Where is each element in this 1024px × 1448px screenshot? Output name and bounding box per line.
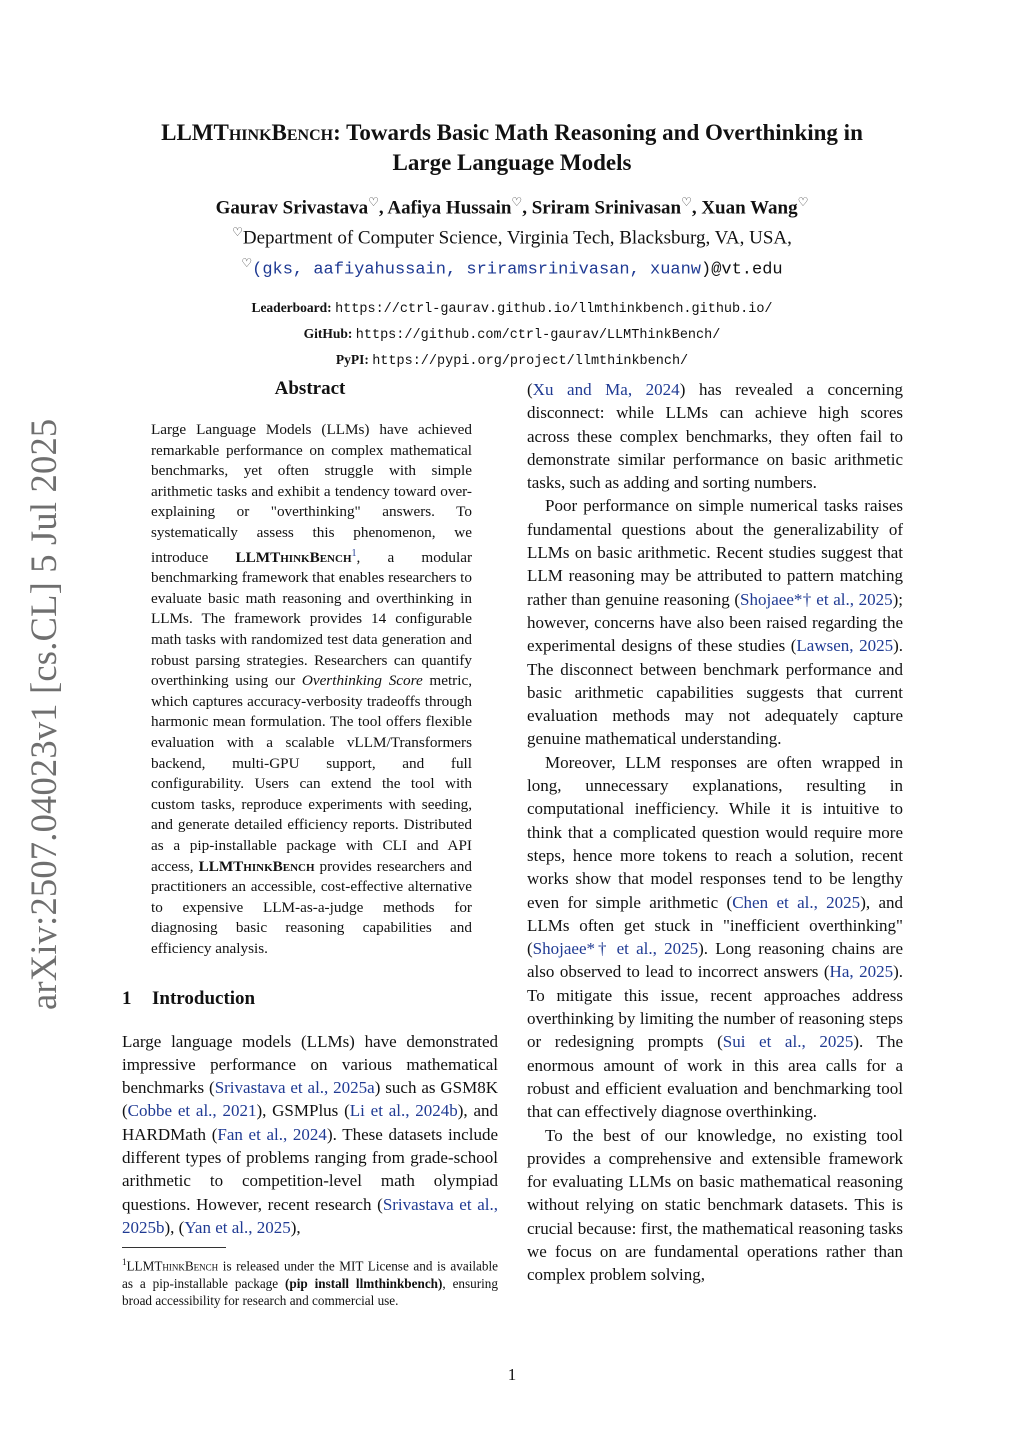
body-paragraph: To the best of our knowledge, no existing tool provides a comprehensive and extensible framework for evaluating LLMs on basic mathematical reasoning without relying on static benchmark datasets. This is crucial because: first, the mathematical reasoning tasks we focus on are fundamental operations rather than complex problem solving,: [527, 1125, 903, 1285]
resource-links: [100, 296, 924, 374]
paper-title-line-2: Large Language Models: [392, 150, 632, 175]
citation-link[interactable]: Lawsen, 2025: [796, 636, 894, 656]
github-url[interactable]: https://github.com/ctrl-gaurav/LLMThinkBench/: [355, 328, 721, 344]
citation-link[interactable]: Shojaee*† et al., 2025: [740, 589, 893, 609]
body-paragraph: (Xu and Ma, 2024) has revealed a concerning disconnect: while LLMs can achieve high scores across these complex benchmarks, they often fail to demonstrate similar performance on basic arithmetic tasks, such as adding and sorting numbers.: [527, 380, 903, 493]
paper-title-line-1: LLMThinkBench: Towards Basic Math Reasoning and Overthinking in: [161, 120, 863, 145]
body-paragraph: Moreover, LLM responses are often wrapped in long, unnecessary explanations, resulting in computational inefficiency. While it is intuitive to think that a complicated question would require more steps, hence more tokens to reach a solution, recent works show that model responses tend to be lengthy even for simple arithmetic (Chen et al., 2025), and LLMs often get stuck in "inefficient overthinking" (Shojaee*† et al., 2025). Long reasoning chains are also observed to lead to incorrect answers (Ha, 2025). To mitigate this issue, recent approaches address overthinking by limiting the number of reasoning steps or redesigning prompts (Sui et al., 2025). The enormous amount of work in this area calls for a robust and efficient evaluation and benchmarking tool that can effectively diagnose overthinking.: [527, 752, 903, 1122]
citation-link[interactable]: Ha, 2025: [829, 962, 894, 982]
citation-link[interactable]: Sui et al., 2025: [722, 1032, 854, 1052]
author-list: Gaurav Srivastava♡, Aafiya Hussain♡, Sriram Srinivasan♡, Xuan Wang♡: [215, 195, 809, 219]
footnote-mark[interactable]: 1: [351, 547, 357, 559]
intro-paragraph: Large language models (LLMs) have demonstrated impressive performance on various mathematical benchmarks (Srivastava et al., 2025a) such as GSM8K (Cobbe et al., 2021), GSMPlus (Li et al., 2024b), and HARDMath (Fan et al., 2024). These datasets include different types of problems ranging from grade-school arithmetic to competition-level math olympiad questions. However, recent research (Srivastava et al., 2025b), (Yan et al., 2025),: [122, 1031, 498, 1237]
citation-link[interactable]: Cobbe et al., 2021: [127, 1101, 257, 1121]
citation-link[interactable]: Srivastava et al., 2025a: [214, 1078, 375, 1098]
github-link-row: GitHub: https://github.com/ctrl-gaurav/LLMThinkBench/: [303, 326, 721, 344]
left-column: [122, 378, 498, 1309]
citation-link[interactable]: Yan et al., 2025: [184, 1217, 291, 1237]
abstract-text: Large Language Models (LLMs) have achieved remarkable performance on complex mathematical benchmarks, yet often struggle with simple arithmetic tasks and exhibit a tendency toward over-explaining or "overthinking" answers. To systematically assess this phenomenon, we introduce LLMThinkBench$^1$, a modular benchmarking framework that enables researchers to evaluate basic math reasoning and overthinking in LLMs. The framework provides 14 configurable math tasks with randomized test data generation and robust parsing strategies. Researchers can quantify overthinking using our Overthinking Score metric, which captures accuracy-verbosity tradeoffs through harmonic mean formulation. The tool offers flexible evaluation with a scalable vLLM/Transformers backend, multi-GPU support, and full configurability. Users can extend the tool with custom tasks, reproduce experiments with seeding, and generate detailed efficiency reports. Distributed as a pip-installable package with CLI and API access, LLMThinkBench provides researchers and practitioners an accessible, cost-effective alternative to expensive LLM-as-a-judge methods for diagnosing basic reasoning capabilities and efficiency analysis.: [151, 421, 473, 957]
pypi-url[interactable]: https://pypi.org/project/llmthinkbench/: [372, 354, 689, 370]
pypi-link-row: PyPI: https://pypi.org/project/llmthinkbench/: [335, 352, 689, 370]
tool-name: LLMThinkBench: [161, 120, 334, 145]
email-link[interactable]: gks, aafiyahussain, sriramsrinivasan, xuanw: [262, 260, 701, 280]
leaderboard-url[interactable]: https://ctrl-gaurav.github.io/llmthinkbench.github.io/: [335, 302, 773, 318]
leaderboard-link-row: Leaderboard: https://ctrl-gaurav.github.io/llmthinkbench.github.io/: [251, 300, 773, 318]
citation-link[interactable]: Li et al., 2024b: [349, 1101, 458, 1121]
author-name: , Xuan Wang: [691, 197, 798, 219]
right-column: [527, 378, 903, 1287]
author-name: Gaurav Srivastava: [215, 197, 369, 219]
citation-link[interactable]: Srivastava et al., 2025b: [122, 1194, 498, 1237]
body-paragraph: Poor performance on simple numerical tasks raises fundamental questions about the generalizability of LLMs on basic arithmetic. Recent studies suggest that LLM reasoning may be attributed to pattern matching rather than genuine reasoning (Shojaee*† et al., 2025); however, concerns have also been raised regarding the experimental designs of these studies (Lawsen, 2025). The disconnect between benchmark performance and basic arithmetic capabilities suggests that current evaluation methods may not adequately capture genuine mathematical understanding.: [527, 496, 903, 749]
author-name: , Aafiya Hussain: [378, 197, 512, 219]
affiliation: ♡Department of Computer Science, Virginia Tech, Blacksburg, VA, USA,: [232, 225, 792, 249]
author-emails: ♡(gks, aafiyahussain, sriramsrinivasan, xuanw)@vt.edu: [241, 255, 783, 280]
citation-link[interactable]: Xu and Ma, 2024: [532, 380, 680, 399]
abstract-heading: Abstract: [274, 378, 346, 399]
page-number: 1: [507, 1365, 517, 1384]
section-heading-introduction: 1 Introduction: [122, 987, 256, 1009]
footnote-rule: [122, 1247, 226, 1248]
metric-name: Overthinking Score: [301, 672, 423, 690]
title-block: [100, 118, 924, 374]
citation-link[interactable]: Shojaee*† et al., 2025: [532, 939, 699, 959]
author-name: , Sriram Srinivasan: [522, 197, 682, 219]
citation-link[interactable]: Fan et al., 2024: [217, 1124, 327, 1144]
citation-link[interactable]: Chen et al., 2025: [732, 892, 861, 912]
arxiv-stamp: arXiv:2507.04023v1 [cs.CL] 5 Jul 2025: [23, 418, 64, 1010]
footnote: $^1$LLMThinkBench is released under the MIT License and is available as a pip-installable package (pip install llmthinkbench), ensuring broad accessibility for research and commercial use.: [122, 1257, 498, 1308]
